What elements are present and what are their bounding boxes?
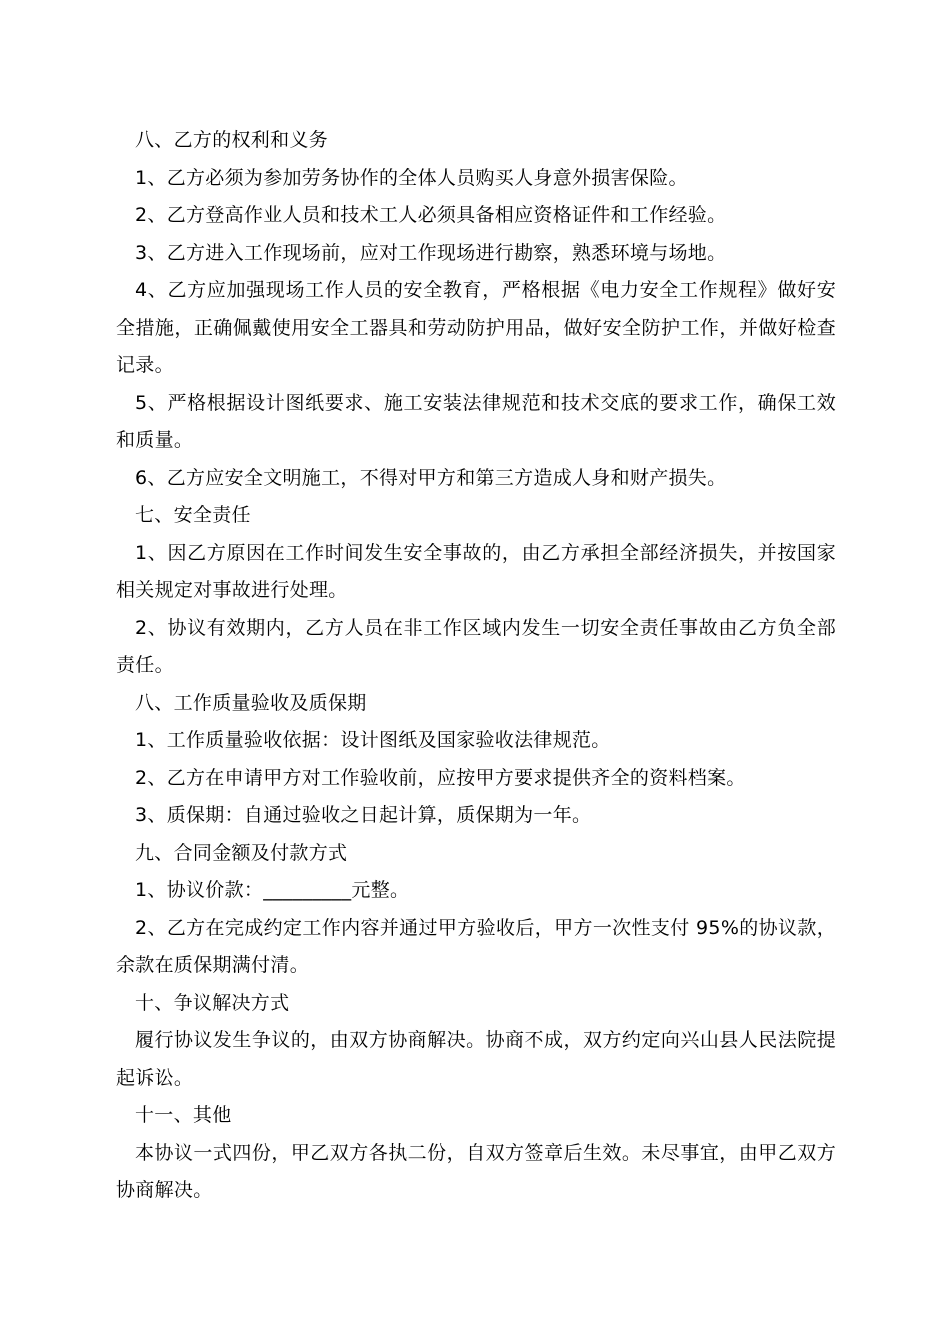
section-heading-safety-responsibility: 七、安全责任 <box>135 504 251 526</box>
section-heading-dispute-resolution: 十、争议解决方式 <box>135 991 290 1014</box>
document-body <box>116 122 836 1210</box>
clause-warranty-period: 3、质保期：自通过验收之日起计算，质保期为一年。 <box>135 804 592 826</box>
clause-dispute: 履行协议发生争议的，由双方协商解决。协商不成，双方约定向兴山县人民法院提起诉讼。 <box>116 1029 836 1089</box>
clause-safety-education: 4、乙方应加强现场工作人员的安全教育，严格根据《电力安全工作规程》做好安全措施，正确佩戴使用安全工器具和劳动防护用品，做好安全防护工作，并做好检查记录。 <box>116 279 836 376</box>
section-heading-amount-payment: 九、合同金额及付款方式 <box>135 841 348 864</box>
clause-site-survey: 3、乙方进入工作现场前，应对工作现场进行勘察，熟悉环境与场地。 <box>135 241 727 264</box>
clause-design-compliance: 5、严格根据设计图纸要求、施工安装法律规范和技术交底的要求工作，确保工效和质量。 <box>116 391 836 451</box>
clause-accident-liability: 1、因乙方原因在工作时间发生安全事故的，由乙方承担全部经济损失，并按国家相关规定对事故进行处理。 <box>116 541 836 601</box>
section-heading-quality-warranty: 八、工作质量验收及质保期 <box>135 691 367 714</box>
clause-civilized-construction: 6、乙方应安全文明施工，不得对甲方和第三方造成人身和财产损失。 <box>135 466 727 489</box>
section-heading-other: 十一、其他 <box>135 1104 232 1126</box>
clause-payment-terms: 2、乙方在完成约定工作内容并通过甲方验收后，甲方一次性支付 95%的协议款，余款在质保期满付清。 <box>116 916 836 976</box>
clause-insurance: 1、乙方必须为参加劳务协作的全体人员购买人身意外损害保险。 <box>135 166 688 189</box>
clause-documentation: 2、乙方在申请甲方对工作验收前，应按甲方要求提供齐全的资料档案。 <box>135 766 746 789</box>
clause-copies-effect: 本协议一式四份，甲乙双方各执二份，自双方签章后生效。未尽事宜，由甲乙双方协商解决。 <box>116 1141 836 1201</box>
clause-contract-price: 1、协议价款：_________元整。 <box>135 879 410 901</box>
clause-acceptance-basis: 1、工作质量验收依据：设计图纸及国家验收法律规范。 <box>135 729 611 751</box>
clause-non-work-area-liability: 2、协议有效期内，乙方人员在非工作区域内发生一切安全责任事故由乙方负全部责任。 <box>116 616 836 676</box>
section-heading-rights-obligations: 八、乙方的权利和义务 <box>135 129 329 151</box>
clause-qualifications: 2、乙方登高作业人员和技术工人必须具备相应资格证件和工作经验。 <box>135 204 727 226</box>
